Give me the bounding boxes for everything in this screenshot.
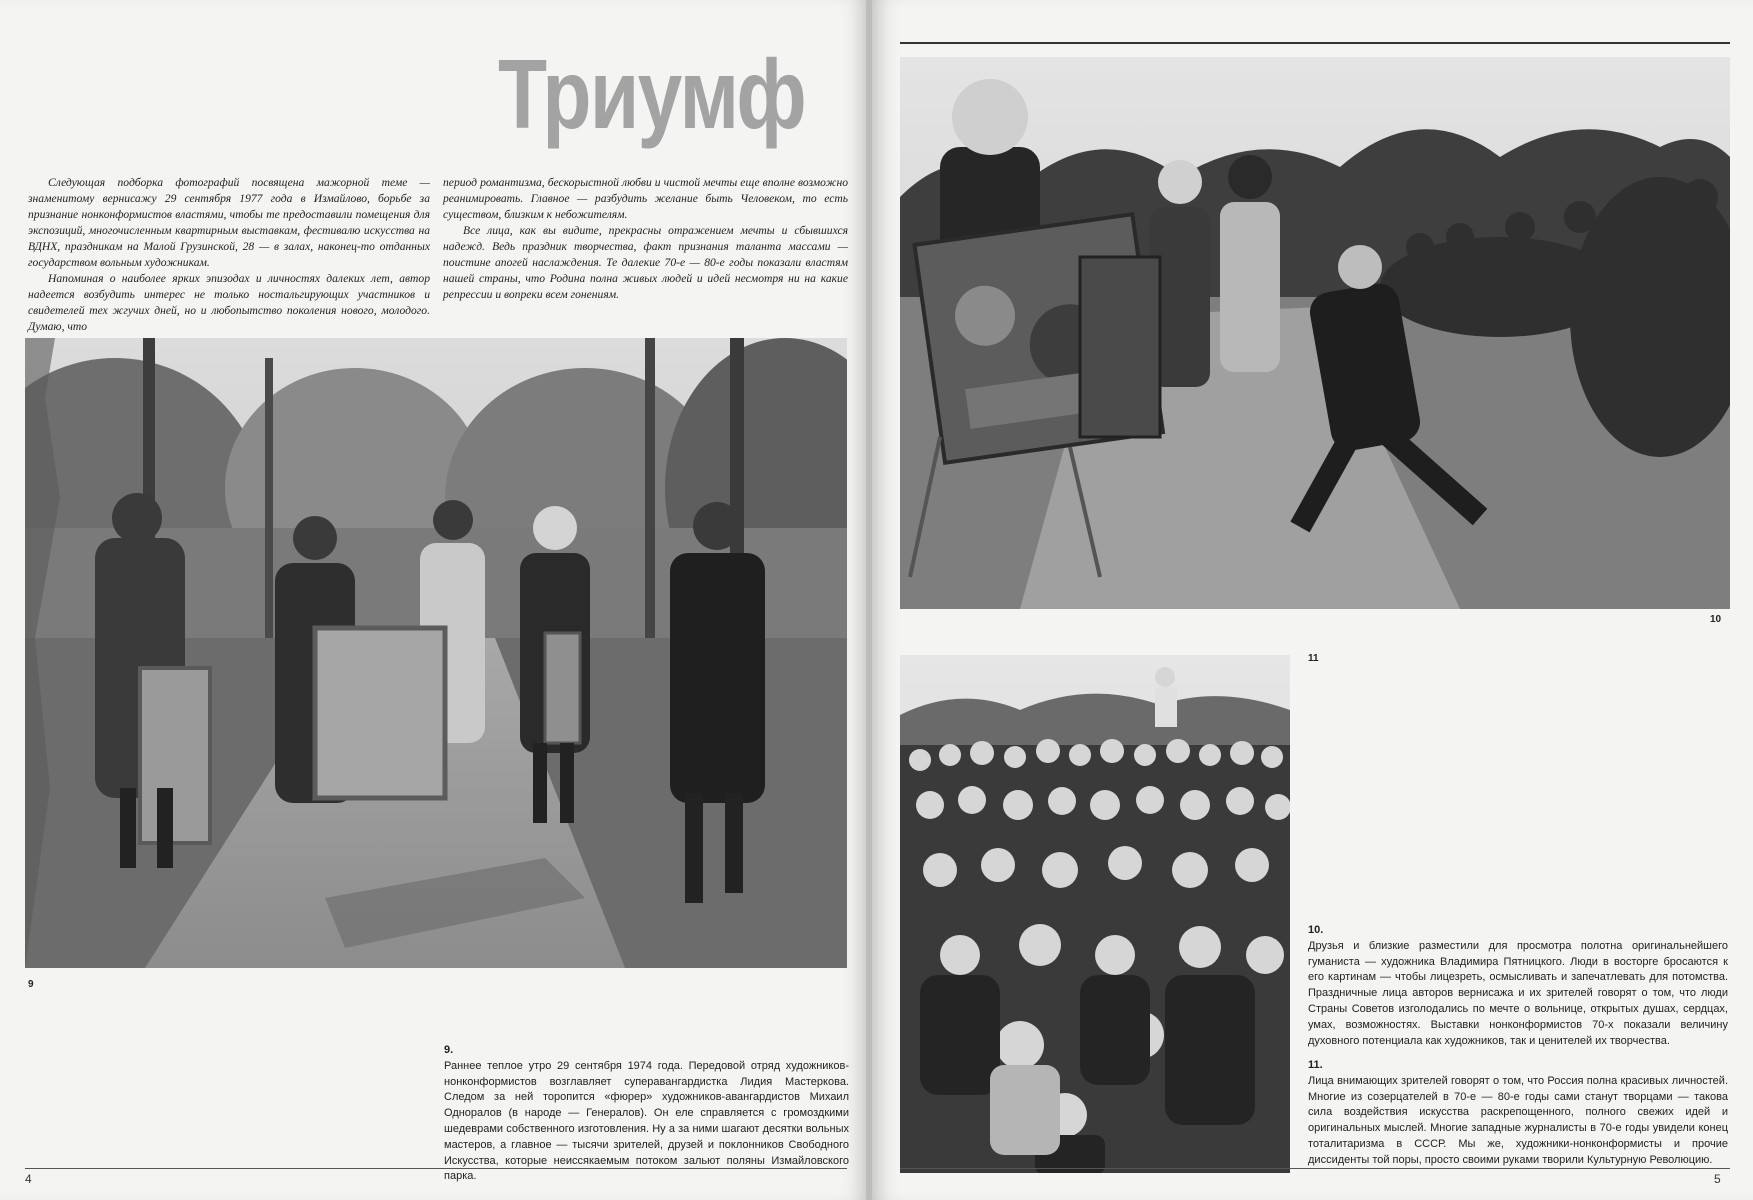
caption-11 [1308, 1058, 1728, 1169]
photo-11 [900, 655, 1290, 1173]
folio-rule [25, 1168, 847, 1169]
left-page [0, 0, 868, 1200]
caption-10 [1308, 923, 1728, 1049]
intro-column-2 [443, 175, 848, 303]
figure-number-9: 9 [28, 979, 34, 990]
caption-number: 9. [444, 1044, 454, 1056]
intro-paragraph: Напоминая о наиболее ярких эпизодах и личностях далеких лет, автор надеется возбудить интерес не только ностальгирующих участников и свидетелей тех жгучих дней, но и любопытство поколения нового, молодого. Думаю, что [28, 272, 430, 333]
folio-rule [900, 1168, 1730, 1169]
intro-paragraph: период романтизма, бескорыстной любви и чистой мечты еще вполне возможно реанимировать. Главное — разбудить желание быть Человеком, то есть существом, близким к небожителям. [443, 176, 848, 221]
intro-paragraph: Следующая подборка фотографий посвящена мажорной теме — знаменитому вернисажу 29 сентября 1977 года в Измайлово, борьбе за признание нонконформистов властями, чтобы те предоставили помещения для экспозиций, многочисленным квартирным выставкам, фестивалю искусства на ВДНХ, праздникам на Малой Грузинской, 28 — в залах, наконец-то отданных государством вольным художникам. [28, 176, 430, 269]
page-title: Триумф [498, 39, 806, 149]
caption-text: Друзья и близкие разместили для просмотра полотна оригинальнейшего гуманиста — художника Владимира Пятницкого. Люди в восторге бросаются к его картинам — чтобы лицезреть, осмысливать и запечатлевать для потомства. Праздничные лица авторов вернисажа и их зрителей говорят о том, что люди Страны Советов изголодались по мечте о вольнице, открытых душах, сердцах, умах, возможностях. Выставки нонконформистов 70-х показали величину духовного потенциала как художников, так и ценителей их творчества. [1308, 939, 1728, 1047]
caption-9 [444, 1043, 849, 1185]
photo-10-image [900, 57, 1730, 609]
caption-text: Лица внимающих зрителей говорят о том, что Россия полна красивых личностей. Многие из созерцателей в 70-е — 80-е годы сами станут творцами — такова сила воздействия искусства раскрепощенного, полного свежих идей и оригинальных мыслей. Многие западные журналисты в 70-е годы увидели конец тоталитаризма в СССР. Мы же, художники-нонконформисты и прочие диссиденты той поры, просто своими руками творили Культурную Революцию. [1308, 1074, 1728, 1166]
photo-10 [900, 57, 1730, 609]
figure-number-11: 11 [1308, 653, 1319, 664]
top-rule [900, 42, 1730, 44]
caption-text: Раннее теплое утро 29 сентября 1974 года. Передовой отряд художников-нонконформистов возглавляет суперавангардистка Лидия Мастеркова. Следом за ней торопится «фюрер» художников-авангардистов Михаил Одноралов (в народе — Генералов). Он еле справляется с громоздкими шедеврами собственного изготовления. Ну а за ними шагают десятки вольных мастеров, а главное — тысячи зрителей, друзей и поклонников Свободного Искусства, которые неиссякаемым потоком зальют поляны Измайловского парка. [444, 1059, 849, 1183]
photo-9-image [25, 338, 847, 968]
page-number: 5 [1714, 1172, 1721, 1186]
caption-number: 10. [1308, 924, 1324, 936]
figure-number-10: 10 [1710, 614, 1722, 625]
photo-11-image [900, 655, 1290, 1173]
right-page [872, 0, 1753, 1200]
intro-paragraph: Все лица, как вы видите, прекрасны отражением мечты и сбывшихся надежд. Ведь праздник творчества, факт признания таланта массами — поистине апогей наслаждения. Те далекие 70-е — 80-е годы показали властям нашей страны, что Родина полна живых людей и идей несмотря ни на какие репрессии и вопреки всем гонениям. [443, 224, 848, 301]
page-number: 4 [25, 1172, 32, 1186]
caption-number: 11. [1308, 1059, 1323, 1071]
intro-column-1 [28, 175, 430, 335]
photo-9 [25, 338, 847, 968]
